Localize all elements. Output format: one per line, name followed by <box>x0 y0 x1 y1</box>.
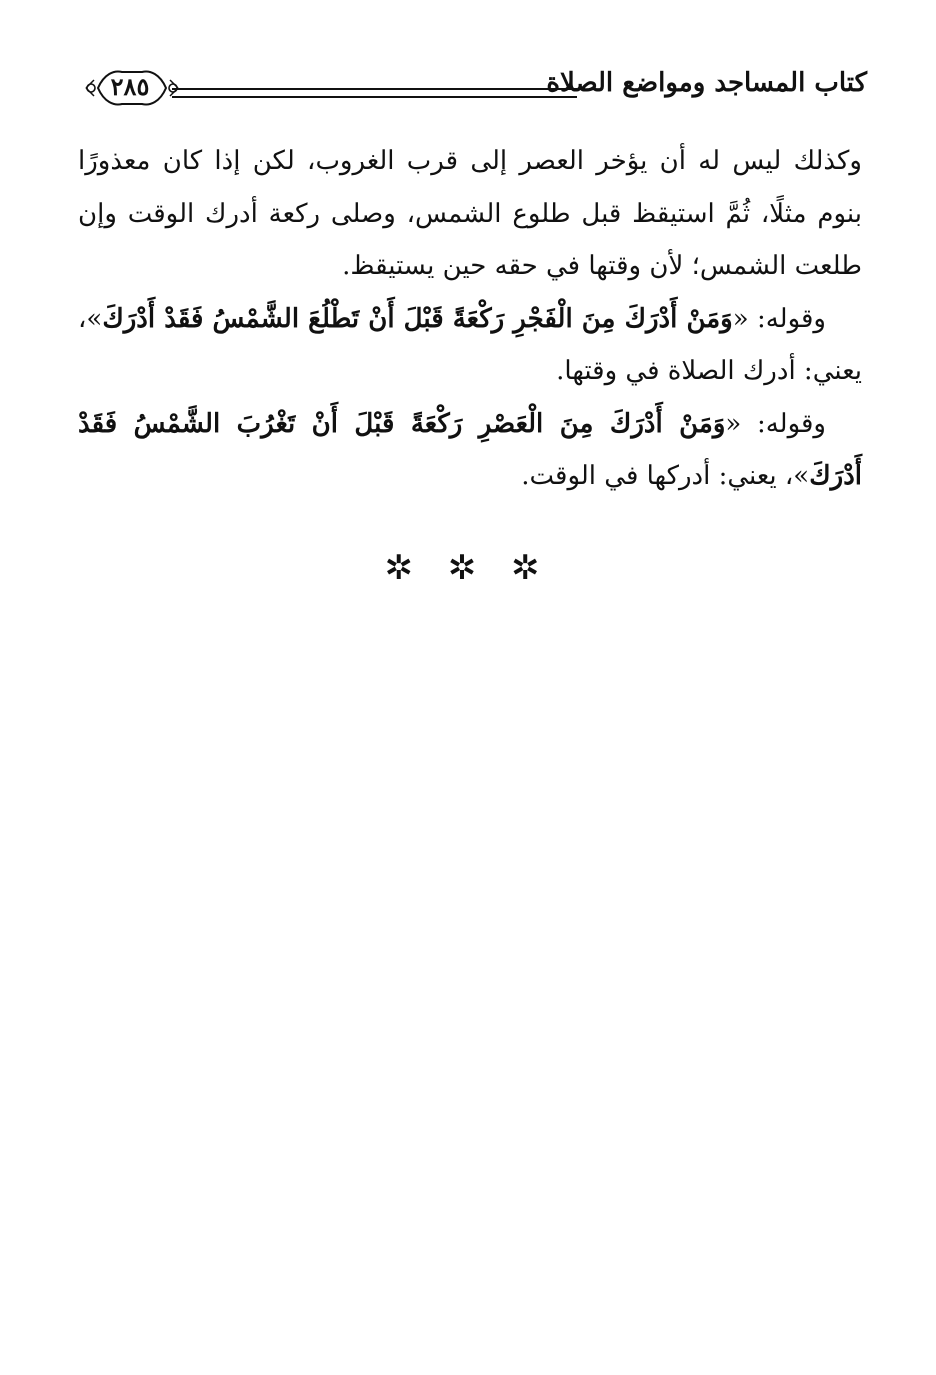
page-header <box>72 66 867 112</box>
hadith-asr: وَمَنْ أَدْرَكَ مِنَ الْعَصْرِ رَكْعَةً قَبْلَ أَنْ تَغْرُبَ الشَّمْسُ فَقَدْ أَدْرَكَ <box>78 408 862 491</box>
paragraph-2 <box>78 293 862 398</box>
section-separator: ✲ ✲ ✲ <box>384 548 552 588</box>
paragraph-2-prefix: وقوله: « <box>732 303 826 334</box>
body-text <box>78 135 862 503</box>
hadith-fajr: وَمَنْ أَدْرَكَ مِنَ الْفَجْرِ رَكْعَةً قَبْلَ أَنْ تَطْلُعَ الشَّمْسُ فَقَدْ أَدْرَكَ <box>102 303 733 334</box>
paragraph-3-prefix: وقوله: « <box>725 408 826 439</box>
paragraph-3-suffix: »، يعني: أدركها في الوقت. <box>521 461 810 491</box>
paragraph-3 <box>78 398 862 503</box>
chapter-title: كتاب المساجد ومواضع الصلاة <box>546 68 867 98</box>
paragraph-2-suffix: »، يعني: أدرك الصلاة في وقتها. <box>78 303 862 386</box>
page-number: ٢٨٥ <box>110 72 150 101</box>
paragraph-1: وكذلك ليس له أن يؤخر العصر إلى قرب الغروب، لكن إذا كان معذورًا بنوم مثلًا، ثُمَّ استيقظ قبل طلوع الشمس، وصلى ركعة أدرك الوقت وإن طلعت الشمس؛ لأن وقتها في حقه حين يستيقظ. <box>78 146 862 281</box>
header-rule <box>172 88 577 98</box>
